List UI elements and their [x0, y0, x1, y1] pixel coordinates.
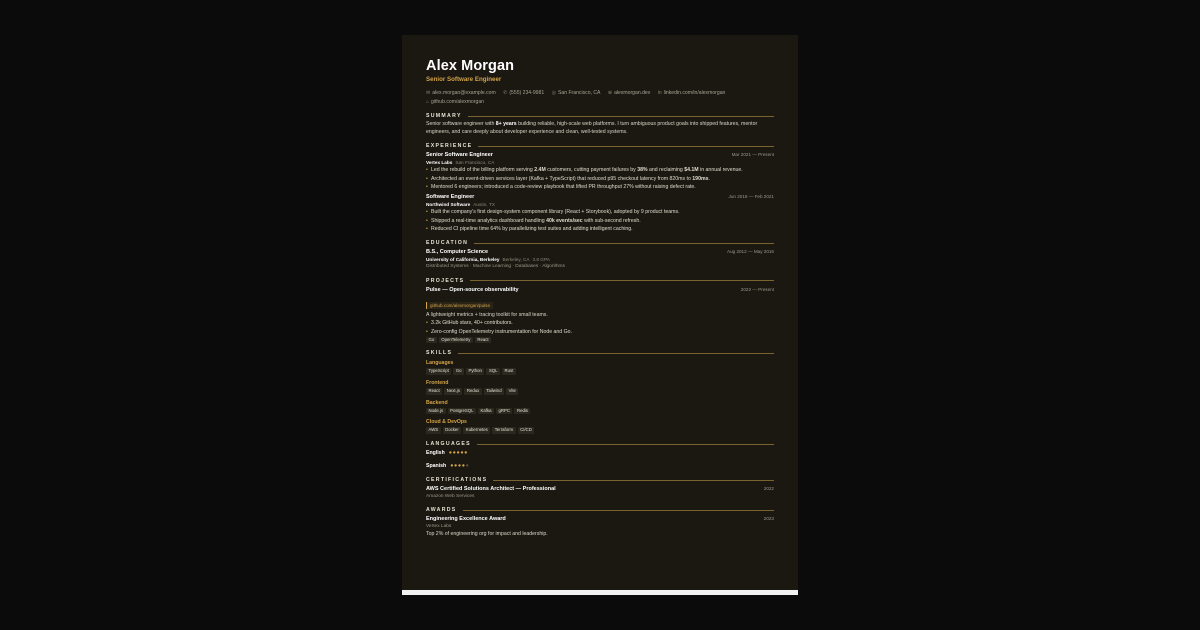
tag: gRPC — [496, 408, 512, 415]
section-awards — [426, 505, 774, 515]
star-filled-icon: ● — [457, 462, 462, 469]
award-org: Vertex Labs — [426, 524, 452, 530]
language-name: English — [426, 449, 445, 456]
skill-group — [426, 379, 774, 395]
rating-stars — [449, 449, 468, 457]
award-description: Top 2% of engineering org for impact and leadership. — [426, 530, 548, 537]
tag: Docker — [443, 427, 462, 434]
job-date: Jun 2018 — Feb 2021 — [728, 194, 774, 200]
list-item: • Built the company's first design-system component library (React + Storybook), adopted by 9 product teams. — [426, 208, 774, 216]
experience-list — [426, 151, 774, 233]
mail-icon: ✉ — [426, 90, 431, 96]
experience-entry — [426, 151, 774, 191]
linkedin-icon: in — [657, 90, 662, 96]
certification-year: 2022 — [763, 485, 774, 491]
rating-stars — [450, 462, 469, 470]
section-title: CERTIFICATIONS — [426, 476, 488, 483]
location-icon: ◎ — [551, 90, 556, 96]
company-name: Vertex Labs — [426, 160, 453, 166]
tag: Go — [426, 337, 437, 344]
skill-group — [426, 418, 774, 434]
education-entry — [426, 248, 774, 271]
star-filled-icon: ● — [456, 449, 461, 456]
skill-category: Backend — [426, 399, 448, 406]
section-title: EDUCATION — [426, 240, 469, 247]
contact-phone[interactable]: ✆ (555) 234-9981 — [503, 90, 545, 96]
school-location: Berkeley, CA — [502, 257, 530, 263]
language-name: Spanish — [426, 462, 447, 469]
tag: SQL — [486, 368, 500, 375]
section-title: AWARDS — [426, 507, 457, 514]
section-certifications — [426, 475, 774, 485]
experience-header — [426, 151, 774, 159]
section-divider — [493, 480, 774, 481]
globe-icon: ⊕ — [607, 90, 613, 96]
contact-info — [426, 89, 774, 106]
section-skills — [426, 348, 774, 358]
github-icon: ⌂ — [426, 98, 430, 105]
tag: Tailwind — [484, 388, 504, 395]
certification-issuer: Amazon Web Services — [426, 493, 475, 499]
candidate-role: Senior Software Engineer — [426, 76, 502, 83]
section-divider — [463, 510, 774, 511]
list-item: • Shipped a real-time analytics dashboard handling 40k events/sec with sub-second refresh. — [426, 217, 774, 225]
skill-group — [426, 359, 774, 375]
tag: Next.js — [444, 388, 462, 395]
skill-group — [426, 399, 774, 415]
tag: Go — [453, 368, 464, 375]
skill-tags — [426, 408, 774, 415]
section-languages — [426, 439, 774, 449]
certification-name: AWS Certified Solutions Architect — Professional — [426, 485, 556, 492]
contact-linkedin[interactable]: in linkedin.com/in/alexmorgan — [657, 90, 726, 96]
project-tags — [426, 337, 774, 344]
skills-list — [426, 359, 774, 433]
section-summary — [426, 111, 774, 121]
list-item: • Led the rebuild of the billing platform serving 2.4M customers, cutting payment failures by 38% and reclaiming $4.1M in annual revenue. — [426, 166, 774, 174]
company-name: Northwind Software — [426, 202, 471, 208]
star-filled-icon: ● — [452, 449, 457, 456]
star-filled-icon: ● — [460, 449, 465, 456]
degree: B.S., Computer Science — [426, 249, 489, 256]
school-name: University of California, Berkeley — [426, 257, 500, 263]
skill-category: Frontend — [426, 380, 449, 387]
summary-text: Senior software engineer with 8+ years building reliable, high-scale web platforms. I turn ambiguous product goals into shipped features, mentor engineers, and care deeply about developer experience and clean, well-tested systems. — [426, 121, 758, 135]
tag: React — [426, 388, 442, 395]
tag: AWS — [426, 427, 441, 434]
list-item: • Architected an event-driven services layer (Kafka + TypeScript) that reduced p95 checkout latency from 820ms to 190ms. — [426, 175, 774, 183]
section-divider — [468, 116, 774, 117]
experience-entry — [426, 193, 774, 233]
tag: Kafka — [478, 408, 494, 415]
tag: CI/CD — [518, 427, 535, 434]
tag: Rust — [502, 368, 516, 375]
section-projects — [426, 276, 774, 286]
project-name: Pulse — Open-source observability — [426, 286, 519, 293]
project-bullets — [426, 319, 774, 336]
contact-website[interactable]: ⊕ alexmorgan.dev — [607, 90, 651, 96]
languages-list — [426, 449, 774, 470]
tag: Redux — [464, 388, 481, 395]
contact-location: ◎ San Francisco, CA — [551, 90, 601, 96]
list-item: • Reduced CI pipeline time 64% by parallelizing test suites and adding intelligent caching. — [426, 225, 774, 233]
tag: Terraform — [492, 427, 515, 434]
section-title: PROJECTS — [426, 277, 465, 284]
job-company — [426, 159, 774, 166]
section-title: SKILLS — [426, 350, 453, 357]
section-divider — [470, 280, 774, 281]
contact-github[interactable]: ⌂ github.com/alexmorgan — [426, 98, 484, 105]
award-entry — [426, 515, 774, 538]
project-link[interactable]: github.com/alexmorgan/pulse — [426, 302, 493, 309]
star-filled-icon: ● — [448, 449, 453, 456]
experience-header — [426, 193, 774, 201]
phone-icon: ✆ — [503, 90, 508, 96]
certification-entry — [426, 485, 774, 501]
skill-tags — [426, 368, 774, 375]
skill-tags — [426, 388, 774, 395]
gpa: 3.8 GPA — [532, 257, 550, 263]
section-divider — [458, 353, 774, 354]
section-title: EXPERIENCE — [426, 143, 473, 150]
job-date: Mar 2021 — Present — [731, 152, 774, 158]
section-divider — [478, 146, 774, 147]
star-filled-icon: ● — [454, 462, 458, 469]
company-location: Austin, TX — [473, 202, 495, 208]
section-divider — [474, 243, 774, 244]
tag: TypeScript — [426, 368, 451, 375]
list-item: • Mentored 6 engineers; introduced a code-review playbook that lifted PR throughput 27% without raising defect rate. — [426, 183, 774, 191]
contact-email[interactable]: ✉ alex.morgan@example.com — [426, 90, 496, 96]
section-education — [426, 238, 774, 248]
project-date: 2022 — Present — [740, 286, 774, 292]
job-bullets — [426, 208, 774, 233]
tag: React — [475, 337, 491, 344]
job-company — [426, 201, 774, 208]
job-title: Senior Software Engineer — [426, 152, 493, 159]
section-divider — [477, 444, 774, 445]
star-empty-icon: ● — [465, 462, 470, 469]
language-item — [426, 449, 774, 457]
section-experience — [426, 141, 774, 151]
star-filled-icon: ● — [464, 449, 469, 456]
tag: Node.js — [426, 408, 446, 415]
award-year: 2023 — [763, 516, 774, 522]
section-title: SUMMARY — [426, 113, 462, 120]
coursework: Distributed Systems · Machine Learning · Databases · Algorithms — [426, 264, 565, 270]
candidate-name: Alex Morgan — [426, 58, 515, 74]
company-location: San Francisco, CA — [455, 160, 495, 166]
tag: OpenTelemetry — [439, 337, 473, 344]
skill-tags — [426, 427, 774, 434]
tag: Kubernetes — [463, 427, 490, 434]
tag: PostgreSQL — [448, 408, 476, 415]
page-bottom-edge — [402, 590, 798, 595]
star-filled-icon: ● — [461, 462, 466, 469]
tag: Python — [466, 368, 484, 375]
skill-category: Cloud & DevOps — [426, 419, 467, 426]
star-filled-icon: ● — [450, 462, 455, 469]
job-title: Software Engineer — [426, 194, 475, 201]
section-title: LANGUAGES — [426, 440, 471, 447]
list-item: • Zero-config OpenTelemetry instrumentation for Node and Go. — [426, 328, 774, 336]
resume-page — [402, 35, 798, 591]
skill-category: Languages — [426, 360, 454, 367]
job-bullets — [426, 166, 774, 191]
project-description: A lightweight metrics + tracing toolkit for small teams. — [426, 311, 548, 318]
tag: Vite — [506, 388, 518, 395]
award-name: Engineering Excellence Award — [426, 516, 506, 523]
tag: Redis — [514, 408, 530, 415]
project-entry — [426, 286, 774, 344]
education-date: Aug 2012 — May 2016 — [727, 249, 774, 255]
list-item: • 3.2k GitHub stars, 40+ contributors. — [426, 319, 774, 327]
language-item — [426, 462, 774, 470]
